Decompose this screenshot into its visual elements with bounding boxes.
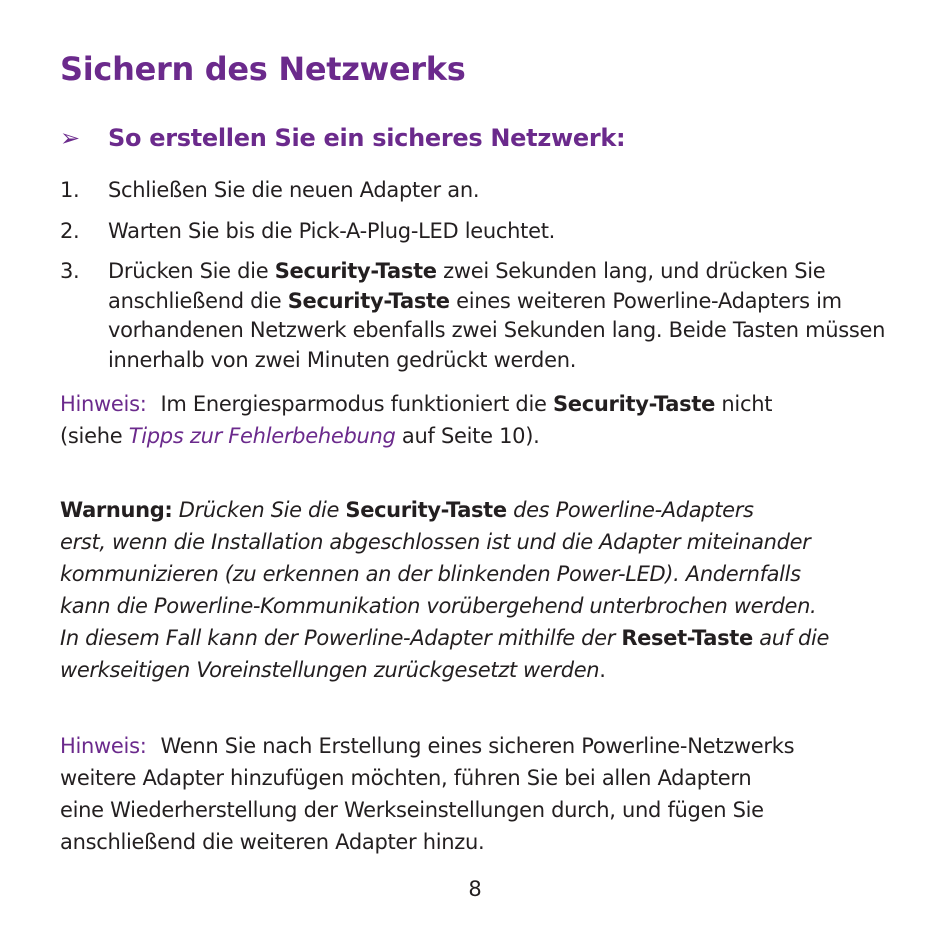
step-text-part: zwei Sekunden lang, und drücken Sie anschließend die: [108, 259, 826, 313]
page-number: 8: [468, 877, 482, 901]
step-text-part: Drücken Sie die: [108, 259, 275, 283]
note-line: [60, 420, 920, 452]
warning-line: [60, 622, 920, 654]
warning-text: In diesem Fall kann der Powerline-Adapter mithilfe der: [60, 626, 615, 650]
warning-line: [60, 590, 920, 622]
step-text-part: eines weiteren Powerline-Adapters im vorhandenen Netzwerk ebenfalls zwei Sekunden lang. Beide Tasten müssen innerhalb von zwei Minuten gedrückt werden.: [108, 288, 886, 372]
warning-line: [60, 558, 920, 590]
note-text: nicht: [715, 392, 773, 416]
note-text: Im Energiesparmodus funktioniert die: [160, 392, 553, 416]
warning-text: .: [599, 658, 606, 682]
note-line: weitere Adapter hinzufügen möchten, führen Sie bei allen Adaptern: [60, 766, 752, 790]
security-button-name: Security-Taste: [552, 392, 716, 416]
note-text: (siehe: [60, 424, 129, 448]
step-number: 1.: [60, 178, 80, 202]
warning-text: kann die Powerline-Kommunikation vorübergehend unterbrochen werden.: [60, 594, 817, 618]
warning-text: kommunizieren (zu erkennen an der blinkenden Power-LED). Andernfalls: [60, 562, 801, 586]
security-button-name: Security-Taste: [345, 498, 507, 522]
warning-line: [60, 494, 920, 526]
section-heading: [60, 124, 625, 152]
page-title: Sichern des Netzwerks: [60, 50, 466, 88]
note-label: Hinweis:: [60, 734, 147, 758]
reset-button-name: Reset-Taste: [621, 626, 753, 650]
list-item: [60, 217, 920, 247]
warning-line: [60, 526, 920, 558]
warning-label: Warnung:: [60, 498, 173, 522]
warning-text: Drücken Sie die: [178, 498, 340, 522]
steps-list: [60, 176, 920, 386]
step-number: 2.: [60, 218, 80, 243]
security-button-name: Security-Taste: [287, 288, 450, 313]
list-item: [60, 176, 920, 206]
warning-text: werkseitigen Voreinstellungen zurückgesetzt werden: [60, 658, 600, 682]
step-text: Warten Sie bis die Pick-A-Plug-LED leuchtet.: [108, 218, 556, 243]
warning-line: [60, 654, 920, 686]
note-power-saving: [60, 388, 920, 452]
note-text: auf Seite 10).: [395, 424, 540, 448]
list-item: [60, 257, 920, 375]
warning-text: auf die: [759, 626, 830, 650]
note-label: Hinweis:: [60, 392, 147, 416]
note-text: Wenn Sie nach Erstellung eines sicheren Powerline-Netzwerks: [160, 734, 795, 758]
step-text: [108, 257, 920, 375]
warning-text: des Powerline-Adapters: [513, 498, 754, 522]
note-line: eine Wiederherstellung der Werkseinstellungen durch, und fügen Sie: [60, 798, 764, 822]
section-heading-text: So erstellen Sie ein sicheres Netzwerk:: [108, 124, 626, 152]
arrow-bullet-icon: ➢: [60, 124, 80, 152]
troubleshooting-link[interactable]: Tipps zur Fehlerbehebung: [128, 424, 396, 448]
warning-text: erst, wenn die Installation abgeschlossen ist und die Adapter miteinander: [60, 530, 811, 554]
note-line: [60, 388, 920, 420]
note-add-adapters: [60, 730, 920, 858]
step-number: 3.: [60, 259, 80, 283]
warning-block: [60, 494, 920, 686]
note-line: [60, 730, 920, 762]
note-line: anschließend die weiteren Adapter hinzu.: [60, 830, 485, 854]
security-button-name: Security-Taste: [274, 259, 437, 283]
step-text: Schließen Sie die neuen Adapter an.: [108, 178, 480, 202]
